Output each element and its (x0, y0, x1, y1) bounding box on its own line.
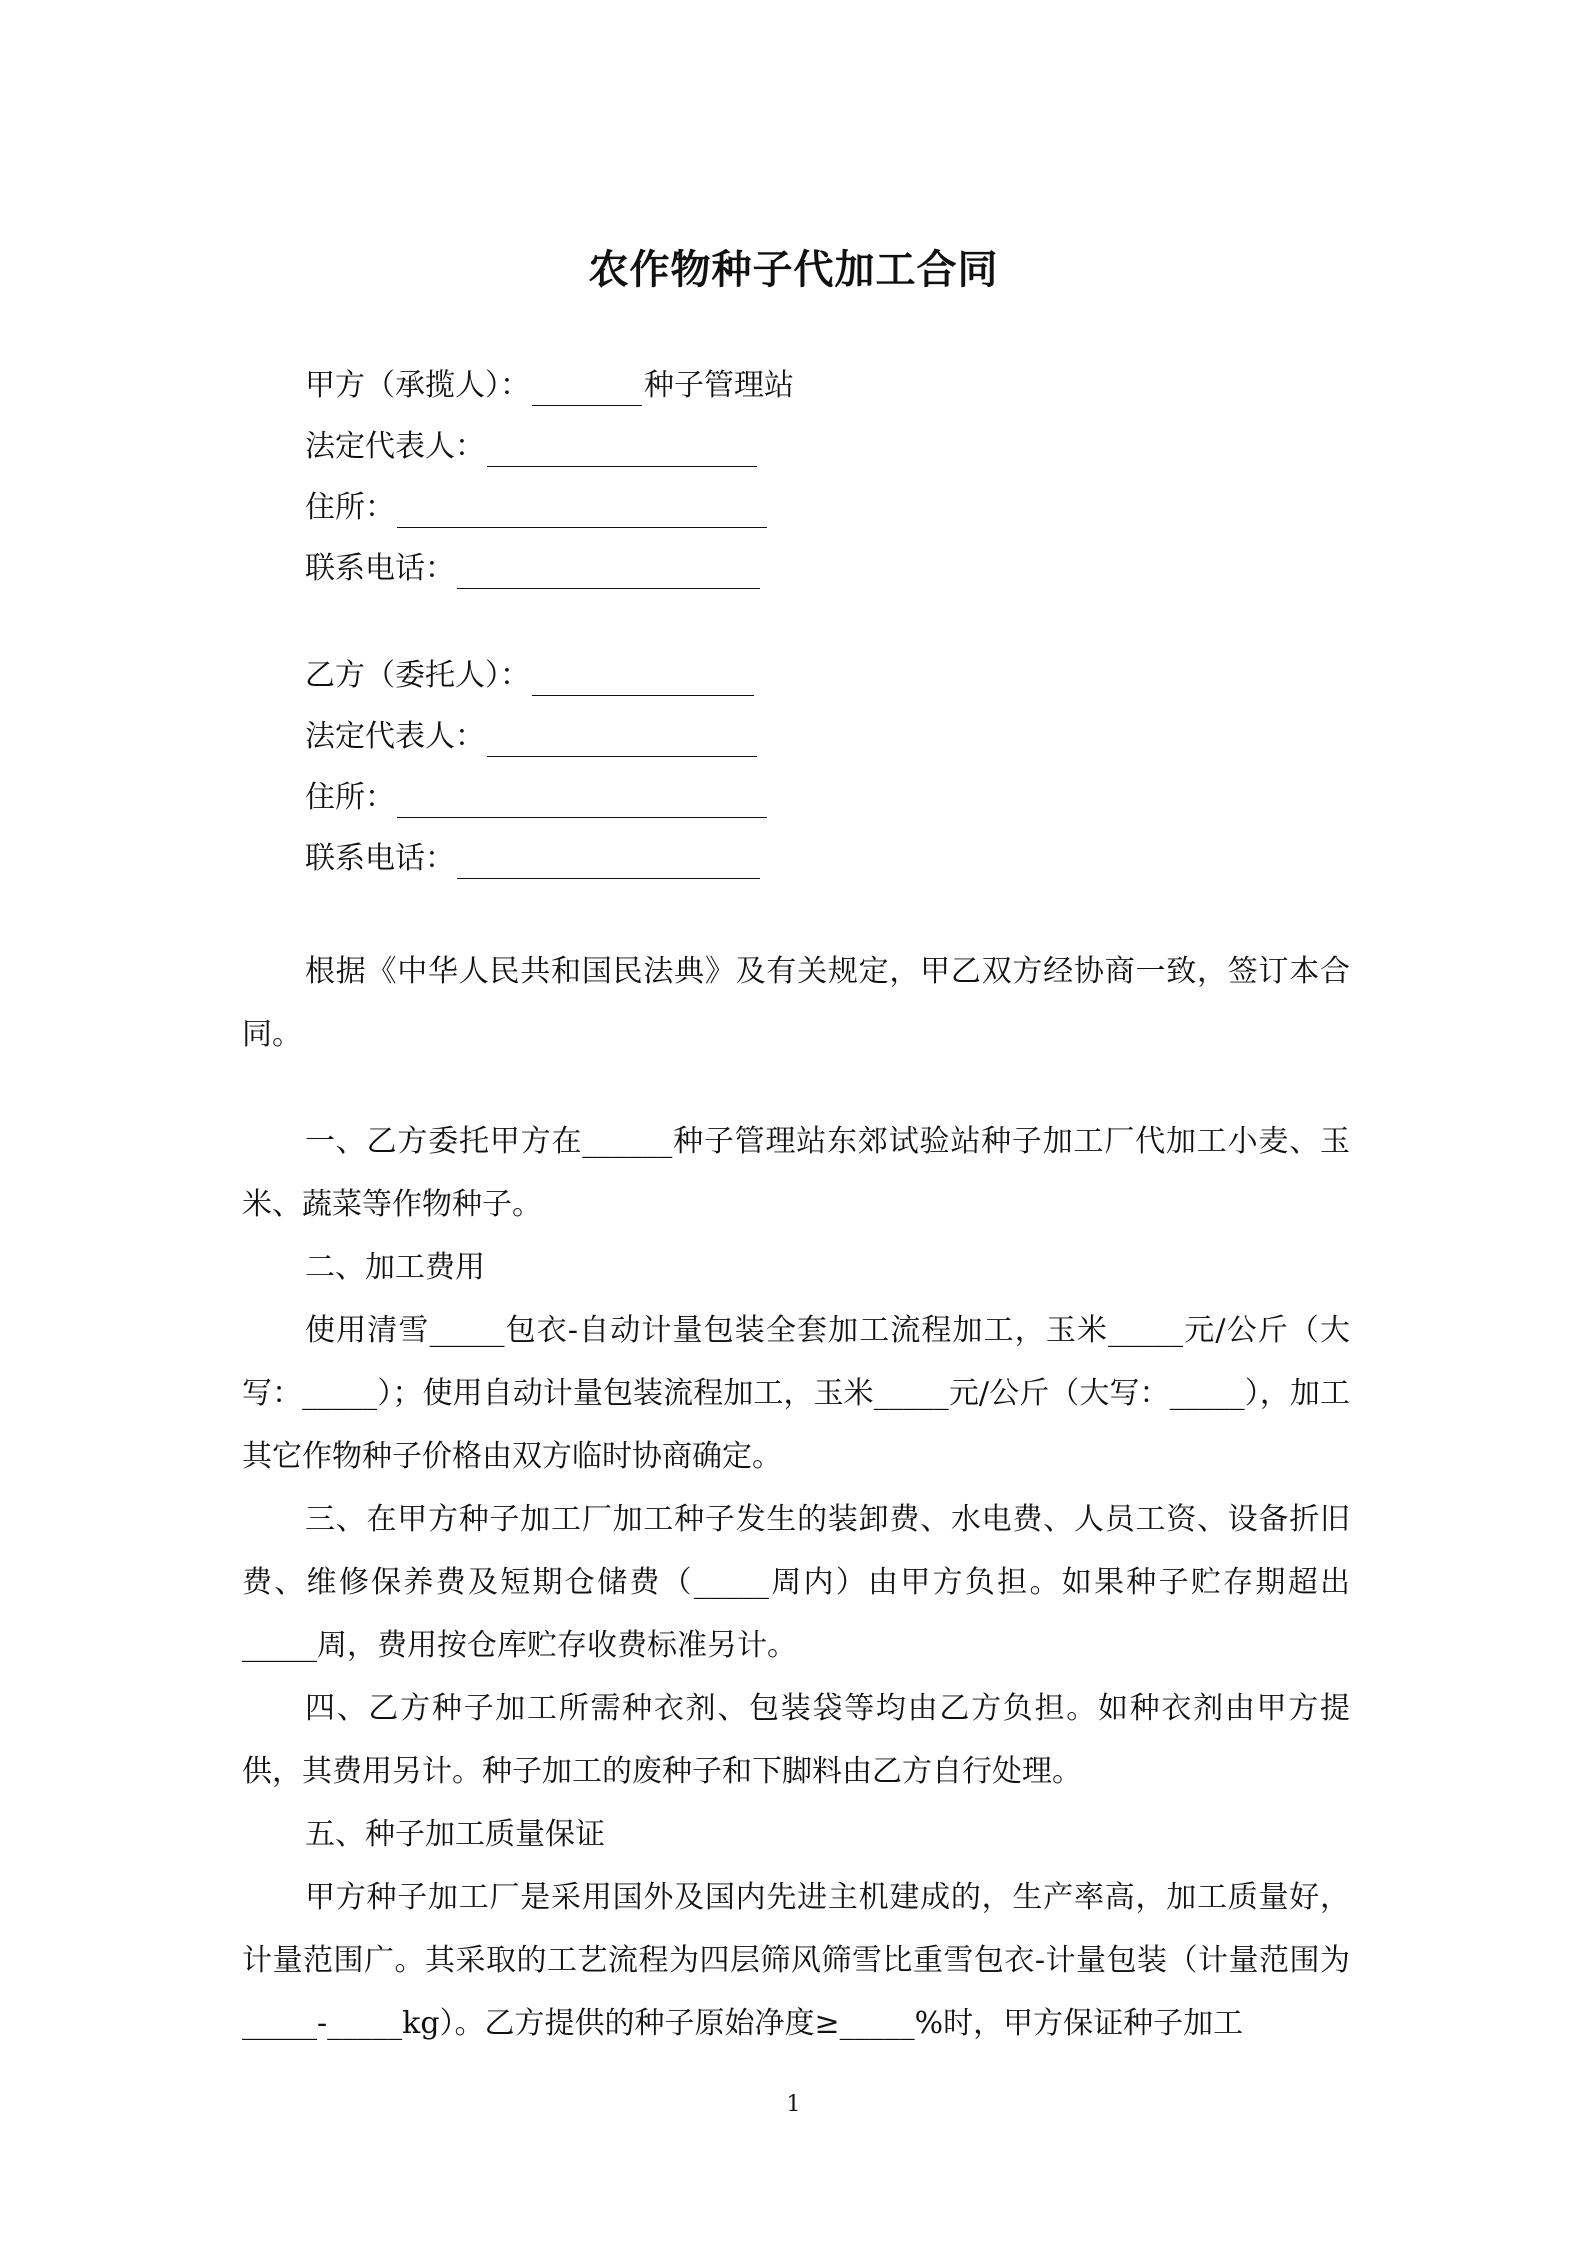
clause-4: 四、乙方种子加工所需种衣剂、包装袋等均由乙方负担。如种衣剂由甲方提供，其费用另计。种子加工的废种子和下脚料由乙方自行处理。 (242, 1691, 1350, 1789)
document-title: 农作物种子代加工合同 (588, 246, 999, 293)
party-b-rep-blank (487, 726, 757, 757)
party-b-name-blank (532, 665, 754, 696)
clause-1: 一、乙方委托甲方在______种子管理站东郊试验站种子加工厂代加工小麦、玉米、蔬菜等作物种子。 (242, 1124, 1350, 1222)
party-b-name-line (305, 656, 754, 696)
clause-5-body: 甲方种子加工厂是采用国外及国内先进主机建成的，生产率高，加工质量好，计量范围广。其采取的工艺流程为四层筛风筛雪比重雪包衣-计量包装（计量范围为_____-_____kg）。乙方提供的种子原始净度≥_____%时，甲方保证种子加工 (242, 1880, 1350, 2041)
party-b-rep-label: 法定代表人： (305, 719, 485, 754)
party-a-rep-label: 法定代表人： (305, 429, 485, 464)
party-b-address-line (305, 778, 767, 818)
party-b-address-blank (397, 787, 767, 818)
party-a-name-blank (532, 375, 642, 406)
party-b-name-label: 乙方（委托人）： (305, 658, 530, 693)
party-a-name-suffix: 种子管理站 (644, 368, 794, 403)
party-b-phone-line (305, 839, 760, 879)
clause-3: 三、在甲方种子加工厂加工种子发生的装卸费、水电费、人员工资、设备折旧费、维修保养费及短期仓储费（_____周内）由甲方负担。如果种子贮存期超出_____周，费用按仓库贮存收费标准另计。 (242, 1502, 1350, 1663)
preamble-paragraph: 根据《中华人民共和国民法典》及有关规定，甲乙双方经协商一致，签订本合同。 (242, 954, 1350, 1052)
party-b-address-label: 住所： (305, 780, 395, 815)
clause-2-heading: 二、加工费用 (305, 1250, 485, 1285)
party-a-rep-blank (487, 436, 757, 467)
clause-2-body: 使用清雪_____包衣-自动计量包装全套加工流程加工，玉米_____元/公斤（大写：_____）；使用自动计量包装流程加工，玉米_____元/公斤（大写：_____），加工其它作物种子价格由双方临时协商确定。 (242, 1313, 1350, 1474)
party-a-rep-line (305, 427, 757, 467)
clause-5-heading: 五、种子加工质量保证 (305, 1817, 605, 1852)
party-a-name-label: 甲方（承揽人）： (305, 368, 530, 403)
party-b-phone-blank (457, 848, 760, 879)
party-b-rep-line (305, 717, 757, 757)
page-number: 1 (786, 2092, 801, 2117)
party-a-phone-line (305, 549, 760, 589)
party-a-name-line (305, 366, 794, 406)
party-a-address-line (305, 488, 767, 528)
party-a-phone-blank (457, 558, 760, 589)
party-a-address-blank (397, 497, 767, 528)
party-b-phone-label: 联系电话： (305, 841, 455, 876)
party-a-address-label: 住所： (305, 490, 395, 525)
party-a-phone-label: 联系电话： (305, 551, 455, 586)
